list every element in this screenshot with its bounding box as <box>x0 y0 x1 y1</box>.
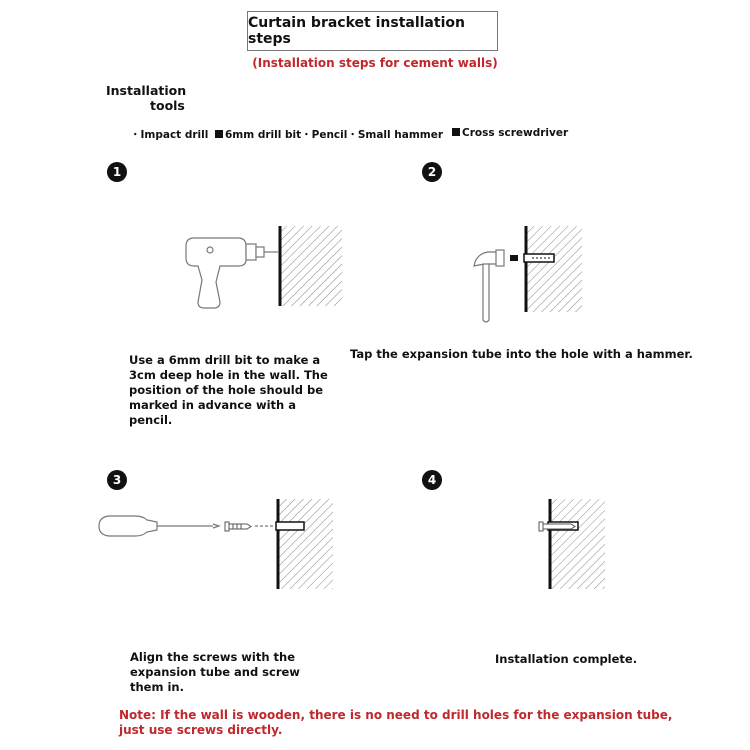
step-4-number: 4 <box>422 470 442 490</box>
tool-item-impact-drill: ・Impact drill <box>130 129 209 141</box>
complete-illustration <box>535 495 610 595</box>
tube-end-icon <box>510 255 518 261</box>
wall-hatch <box>278 499 333 589</box>
impact-drill-icon <box>186 238 278 308</box>
page-title: Curtain bracket installation steps <box>247 11 498 51</box>
wall-hatch <box>526 226 582 312</box>
screw-icon <box>225 522 251 531</box>
page-subtitle: (Installation steps for cement walls) <box>252 56 498 70</box>
bullet-square-icon <box>452 128 460 136</box>
step-1-text: Use a 6mm drill bit to make a 3cm deep hole in the wall. The position of the hole should be marked in advance with a pencil. <box>129 353 328 427</box>
wall-hatch <box>280 226 342 306</box>
tools-heading <box>106 83 186 113</box>
tools-heading-line1: Installation <box>106 83 187 98</box>
tool-item-drill-bit-pencil-hammer: 6mm drill bit・Pencil・Small hammer <box>215 127 443 142</box>
step-4-text: Installation complete. <box>495 652 638 666</box>
tools-heading-line2: tools <box>150 98 185 113</box>
tool-item-screwdriver: Cross screwdriver <box>452 127 568 139</box>
step-2-text: Tap the expansion tube into the hole with a hammer. <box>350 347 693 361</box>
bullet-square-icon <box>215 130 223 138</box>
screwdriver-icon <box>99 516 219 536</box>
step-3-text: Align the screws with the expansion tube and screw them in. <box>130 650 300 694</box>
hammer-icon <box>474 250 504 322</box>
screwdriver-illustration <box>95 495 340 595</box>
expansion-tube-icon <box>276 522 304 530</box>
drill-illustration <box>180 222 365 312</box>
wooden-wall-note: Note: If the wall is wooden, there is no need to drill holes for the expansion tube, just use screws directly. <box>119 708 673 737</box>
step-3-number: 3 <box>107 470 127 490</box>
step-1-number: 1 <box>107 162 127 182</box>
step-2-number: 2 <box>422 162 442 182</box>
wall-hatch <box>550 499 605 589</box>
hammer-illustration <box>470 222 590 327</box>
